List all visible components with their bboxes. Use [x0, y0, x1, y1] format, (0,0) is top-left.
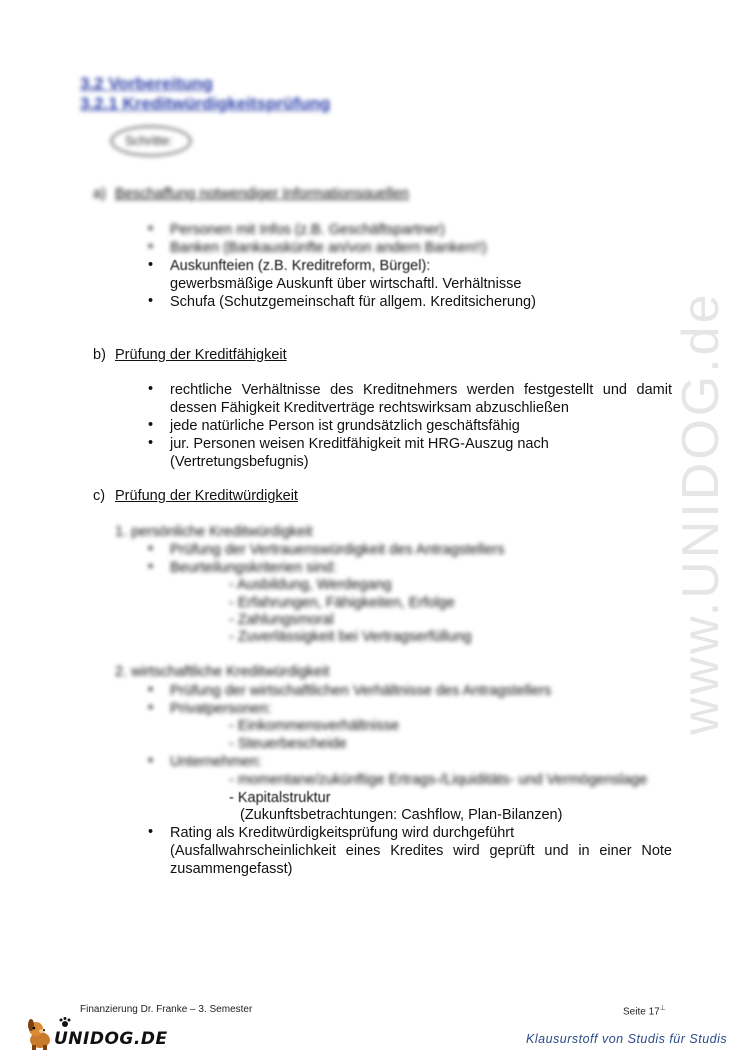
section-c-title: Prüfung der Kreditwürdigkeit	[115, 488, 298, 504]
criteria-item: - Zahlungsmoral	[229, 612, 334, 628]
sub2-item: Privatpersonen:	[170, 701, 272, 717]
private-item: - Einkommensverhältnisse	[229, 718, 400, 734]
bullet-icon: •	[148, 221, 154, 237]
section-a-title: Beschaffung notwendiger Informationsquellen	[115, 186, 409, 202]
bullet-icon: •	[148, 682, 154, 698]
sub2-item: Prüfung der wirtschaftlichen Verhältnisse des Antragstellers	[170, 683, 552, 699]
section-a-item: Auskunfteien (z.B. Kreditreform, Bürgel):	[170, 258, 431, 274]
bullet-icon: •	[148, 700, 154, 716]
sub2-item: Unternehmen:	[170, 754, 262, 770]
criteria-item: - Zuverlässigkeit bei Vertragserfüllung	[229, 629, 472, 645]
private-item: - Steuerbescheide	[229, 736, 347, 752]
footer-page: Seite 17⊥	[623, 1005, 666, 1018]
section-a-label: a)	[93, 186, 106, 202]
paw-icon	[58, 1016, 72, 1028]
watermark-text: www.UNIDOG.de	[672, 291, 730, 735]
sub1-title: 1. persönliche Kreditwürdigkeit	[115, 524, 313, 540]
bullet-icon: •	[148, 541, 154, 557]
section-b-item-cont: (Vertretungsbefugnis)	[170, 454, 309, 470]
bullet-icon: •	[148, 753, 154, 769]
section-a-item: Personen mit Infos (z.B. Geschäftspartner)	[170, 222, 445, 238]
sub2-title: 2. wirtschaftliche Kreditwürdigkeit	[115, 664, 330, 680]
rating-item: Rating als Kreditwürdigkeitsprüfung wird durchgeführt	[170, 825, 515, 841]
footer-slogan: Klausurstoff von Studis für Studis	[526, 1032, 728, 1046]
section-b-item: jede natürliche Person ist grundsätzlich geschäftsfähig	[170, 418, 520, 434]
bullet-icon: •	[148, 239, 154, 255]
section-b-title: Prüfung der Kreditfähigkeit	[115, 347, 287, 363]
sub1-item: Beurteilungskriterien sind:	[170, 560, 337, 576]
bullet-icon: •	[148, 559, 154, 575]
section-a-item: Schufa (Schutzgemeinschaft für allgem. Kreditsicherung)	[170, 294, 536, 310]
company-item-cont: (Zukunftsbetrachtungen: Cashflow, Plan-Bilanzen)	[240, 807, 563, 823]
section-a-item: Banken (Bankauskünfte an/von andern Banken!!)	[170, 240, 487, 256]
company-item: - momentane/zukünftige Ertrags-/Liquiditäts- und Vermögenslage	[229, 772, 648, 788]
sub1-item: Prüfung der Vertrauenswürdigkeit des Antragstellers	[170, 542, 505, 558]
criteria-item: - Ausbildung, Werdegang	[229, 577, 392, 593]
rating-item-cont: zusammengefasst)	[170, 861, 293, 877]
bullet-icon: •	[148, 257, 154, 273]
section-b-label: b)	[93, 347, 106, 363]
bullet-icon: •	[148, 435, 154, 451]
unidog-logo	[22, 1016, 168, 1052]
bullet-icon: •	[148, 293, 154, 309]
footer-course: Finanzierung Dr. Franke – 3. Semester	[80, 1004, 253, 1015]
dog-icon	[22, 1016, 58, 1052]
bullet-icon: •	[148, 824, 154, 840]
heading-section: 3.2 Vorbereitung	[80, 74, 213, 93]
rating-item-cont: (Ausfallwahrscheinlichkeit eines Kredites wird geprüft und in einer Note	[170, 843, 672, 859]
section-c-label: c)	[93, 488, 106, 504]
watermark	[640, 270, 750, 740]
section-b-item: rechtliche Verhältnisse des Kreditnehmers werden festgestellt und damit	[170, 382, 672, 398]
criteria-item: - Erfahrungen, Fähigkeiten, Erfolge	[229, 595, 455, 611]
footer-page-number: Seite 17	[623, 1006, 660, 1018]
schritte-badge-text: Schritte:	[125, 133, 173, 148]
bullet-icon: •	[148, 381, 154, 397]
section-a-item-cont: gewerbsmäßige Auskunft über wirtschaftl. Verhältnisse	[170, 276, 522, 292]
bullet-icon: •	[148, 417, 154, 433]
company-item: - Kapitalstruktur	[229, 790, 331, 806]
section-b-item: jur. Personen weisen Kreditfähigkeit mit HRG-Auszug nach	[170, 436, 549, 452]
heading-subsection: 3.2.1 Kreditwürdigkeitsprüfung	[80, 94, 331, 113]
logo-text: UNIDOG.DE	[54, 1029, 168, 1049]
section-b-item-cont: dessen Fähigkeit Kreditverträge rechtswirksam abzuschließen	[170, 400, 569, 416]
